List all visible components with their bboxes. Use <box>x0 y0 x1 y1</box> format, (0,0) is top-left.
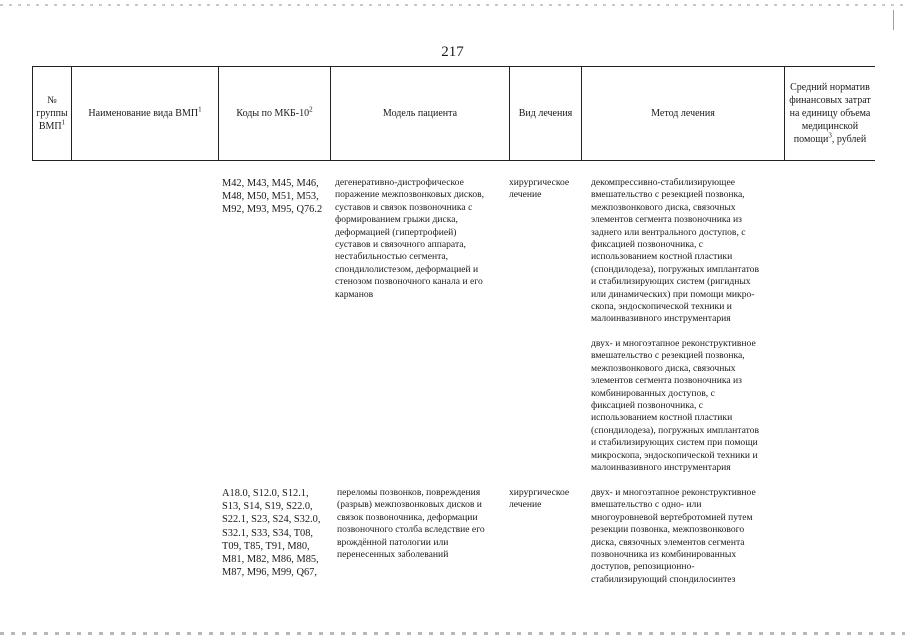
header-average-cost: Средний норматив финансовых затрат на единицу объема медицинской помощи$^3$, рублей <box>789 82 871 145</box>
row1-treatment-type: хирургическое лечение <box>509 177 570 201</box>
header-group-number: № группы ВМП$^1$ <box>36 95 68 132</box>
row1-patient-model: дегенеративно-дистрофическое поражение межпозвонковых дисков, суставов и связок позвоночника с формированием грыжи диска, деформацией (гипертрофией) суставов и связочного аппарата, нестабильностью сегмента, спондилолистезом, деформацией и стенозом позвоночного канала и его карманов <box>335 177 485 300</box>
header-bottom-border <box>32 160 875 161</box>
row1-method-2: двух- и многоэтапное реконструктивное вмешательство с резекцией позвонка, межпозвонкового диска, связочных элементов сегмента позвоночника из комбинированных доступов, с фиксацией позвоночника, с использованием костной пластики (спондилодеза), погружных имплантатов и стабилизирующих систем при помощи микроскопа, эндоскопической техники и малоинвазивного инструментария <box>591 338 759 474</box>
row1-method-1: декомпрессивно-стабилизирующее вмешательство с резекцией позвонка, межпозвонкового диска, связочных элементов сегмента позвоночника из заднего или вентрального доступов, с фиксацией позвоночника, с использованием костной пластики (спондилодеза), погружных имплантатов и стабилизирующих систем (ригидных или динамических) при помощи микро- скопа, эндоскопической техники и малоинвазивного инструментария <box>591 177 759 325</box>
header-vmp-name: Наименование вида ВМП$^1$ <box>88 105 202 119</box>
row2-patient-model: переломы позвонков, повреждения (разрыв) межпозвонковых дисков и связок позвоночника, деформации позвоночного столба вследствие его врождённой патологии или перенесенных заболеваний <box>337 487 485 561</box>
scan-artifact-top <box>0 4 905 6</box>
header-treatment-type: Вид лечения <box>518 108 573 119</box>
row2-treatment-type: хирургическое лечение <box>509 487 570 511</box>
row2-icd-codes: A18.0, S12.0, S12.1, S13, S14, S19, S22.0, S22.1, S23, S24, S32.0, S32.1, S33, S34, T08, T09, T85, T91, M80, M81, M82, M86, M85, M87, M96, M99, Q67, <box>222 488 321 579</box>
row2-method-1: двух- и многоэтапное реконструктивное вмешательство с одно- или многоуровневой вертебротомией путем резекции позвонка, межпозвонкового диска, связочных элементов сегмента позвоночника из комбинированных доступов, репозиционно- стабилизирующий спондилосинтез <box>591 487 756 585</box>
scan-artifact-bottom <box>0 632 905 635</box>
header-icd-codes: Коды по МКБ-$10^2$ <box>236 105 313 119</box>
header-patient-model: Модель пациента <box>382 108 458 119</box>
page-number: 217 <box>441 44 464 60</box>
scan-artifact-right <box>893 10 894 30</box>
header-treatment-method: Метод лечения <box>651 108 715 119</box>
row1-icd-codes: M42, M43, M45, M46, M48, M50, M51, M53, M92, M93, M95, Q76.2 <box>222 178 323 216</box>
